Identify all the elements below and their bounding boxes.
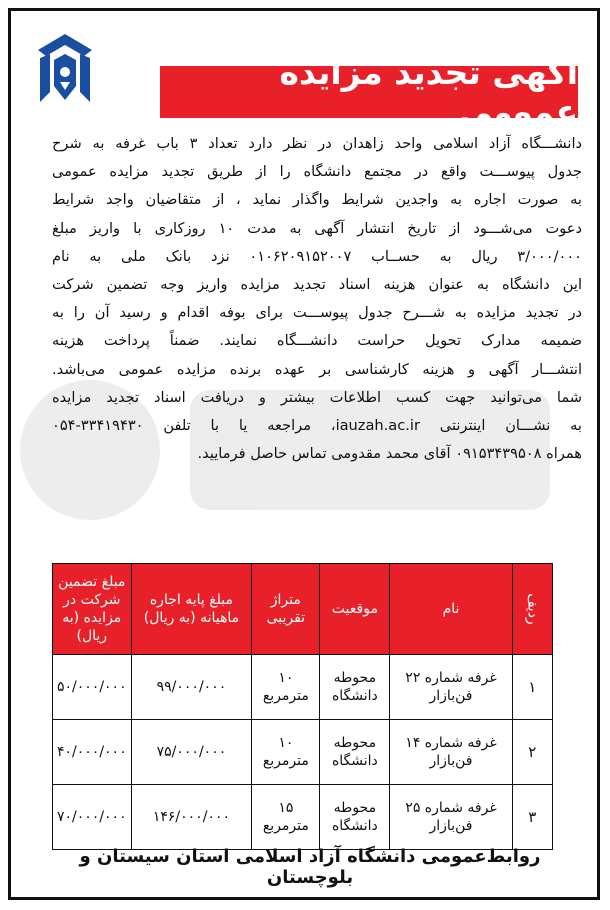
cell-location: محوطه دانشگاه [320, 720, 390, 785]
body-line: ۳/۰۰۰/۰۰۰ ریال به حســاب ۰۱۰۶۲۰۹۱۵۲۰۰۷ نزد بانک ملی به نام [52, 247, 582, 265]
body-line: انتشـــار آگهی و هزینه کارشناسی بر عهده برنده مزایده عمومی می‌باشد. [52, 360, 582, 378]
cell-index: ۲ [512, 720, 552, 785]
header-guarantee: مبلغ تضمین شرکت در مزایده (به ریال) [53, 564, 132, 655]
body-line: دانشـــگاه آزاد اسلامی واحد زاهدان در نظر دارد تعداد ۳ باب غرفه به شرح [52, 135, 582, 152]
body-line: شما می‌توانید جهت کسب اطلاعات بیشتر و دریافت اسناد تجدید مزایده [52, 388, 582, 406]
cell-location: محوطه دانشگاه [320, 785, 390, 850]
body-line: به نشـــان اینترنتی iauzah.ac.ir، مراجعه یا با تلفن ۳۳۴۱۹۴۳۰-۰۵۴ [52, 417, 582, 435]
header-location: موقعیت [320, 564, 390, 655]
cell-guarantee: ۴۰/۰۰۰/۰۰۰ [53, 720, 132, 785]
header-index: ردیف [512, 564, 552, 655]
rooms-table [52, 563, 553, 850]
body-line: دعوت می‌شـــود از تاریخ انتشار آگهی به مدت ۱۰ روزکاری با واریز مبلغ [52, 219, 582, 237]
header-name: نام [390, 564, 512, 655]
cell-guarantee: ۵۰/۰۰۰/۰۰۰ [53, 655, 132, 720]
body-line: ضمیمه مدارک تحویل حراست دانشـــگاه نمایند. ضمناً پرداخت هزینه [52, 332, 582, 350]
university-logo-icon [30, 30, 100, 110]
body-line: در تجدید مزایده به شـــرح جدول پیوســـت برای بوفه اقدام و رسید آن را به [52, 304, 582, 322]
ad-body-text [52, 130, 582, 468]
cell-base-rent: ۱۴۶/۰۰۰/۰۰۰ [131, 785, 252, 850]
header-area: متراژ تقریبی [252, 564, 320, 655]
cell-name: غرفه شماره ۲۵ فن‌بازار [390, 785, 512, 850]
body-line: جدول پیوســـت واقع در مجتمع دانشگاه را از طریق تجدید مزایده عمومی [52, 163, 582, 181]
table-row [53, 785, 553, 850]
cell-area: ۱۰ مترمربع [252, 655, 320, 720]
ad-title: آگهی تجدید مزایده عمومی [160, 66, 578, 118]
body-line: این دانشگاه به عنوان هزینه اسناد تجدید مزایده واریز وجه تضمین شرکت [52, 276, 582, 294]
body-line: به صورت اجاره به واجدین شرایط واگذار نماید ، از متقاضیان واجد شرایط [52, 191, 582, 209]
table-row [53, 720, 553, 785]
cell-index: ۱ [512, 655, 552, 720]
cell-base-rent: ۷۵/۰۰۰/۰۰۰ [131, 720, 252, 785]
table-header-row [53, 564, 553, 655]
cell-index: ۳ [512, 785, 552, 850]
table-row [53, 655, 553, 720]
header-base-rent: مبلغ پایه اجاره ماهیانه (به ریال) [131, 564, 252, 655]
footer-signature: روابط‌عمومی دانشگاه آزاد اسلامی استان سیستان و بلوچستان [79, 846, 541, 888]
cell-guarantee: ۷۰/۰۰۰/۰۰۰ [53, 785, 132, 850]
cell-location: محوطه دانشگاه [320, 655, 390, 720]
cell-name: غرفه شماره ۱۴ فن‌بازار [390, 720, 512, 785]
cell-name: غرفه شماره ۲۲ فن‌بازار [390, 655, 512, 720]
cell-base-rent: ۹۹/۰۰۰/۰۰۰ [131, 655, 252, 720]
cell-area: ۱۰ مترمربع [252, 720, 320, 785]
body-line: همراه ۰۹۱۵۳۴۳۹۵۰۸ آقای محمد مقدومی تماس حاصل فرمایید. [197, 445, 582, 463]
cell-area: ۱۵ مترمربع [252, 785, 320, 850]
